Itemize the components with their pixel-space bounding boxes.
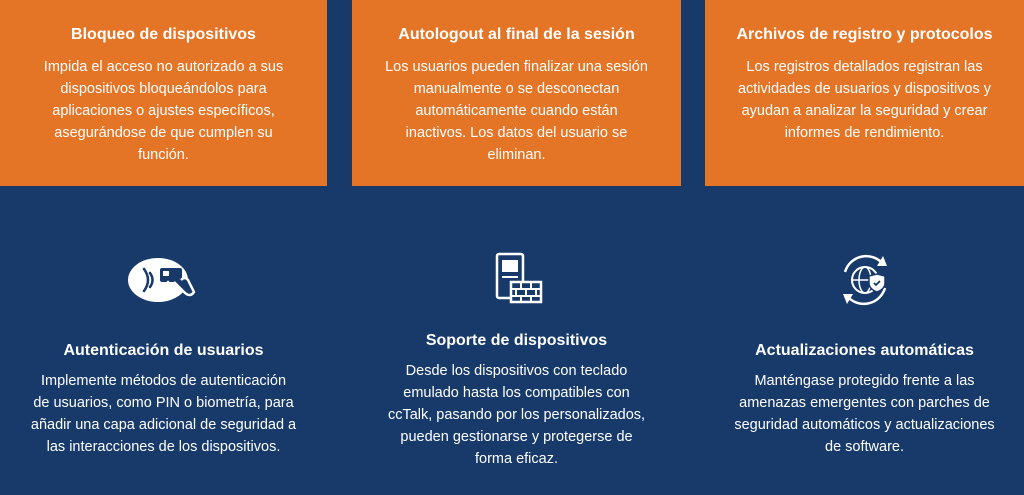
card-title: Bloqueo de dispositivos [71,26,256,43]
device-wall-icon [352,252,681,308]
globe-shield-update-icon [705,252,1024,308]
feature-card-logs [705,0,1024,186]
card-description: Los usuarios pueden finalizar una sesión manualmente o se desconectan automáticamente cuando están inactivos. Los datos del usuario se eliminan. [385,59,648,163]
card-title: Autologout al final de la sesión [398,26,635,43]
feature-device-support [352,252,681,470]
card-description: Impida el acceso no autorizado a sus dispositivos bloqueándolos para aplicaciones o ajustes específicos, asegurándose de que cumplen su función. [43,59,284,163]
feature-title: Soporte de dispositivos [425,332,608,349]
feature-user-authentication [0,252,327,458]
card-description: Los registros detallados registran las actividades de usuarios y dispositivos y ayudan a analizar la seguridad y crear informes de rendimiento. [737,59,992,141]
feature-title: Autenticación de usuarios [63,342,264,359]
feature-card-autologout [352,0,681,186]
card-title: Archivos de registro y protocolos [736,26,993,43]
feature-description: Implemente métodos de autenticación de usuarios, como PIN o biometría, para añadir una capa adicional de seguridad a las interacciones de los dispositivos. [30,373,297,455]
contactless-card-hand-icon [0,252,327,308]
feature-description: Desde los dispositivos con teclado emulado hasta los compatibles con ccTalk, pasando por los personalizados, pueden gestionarse y protegerse de forma eficaz. [387,363,646,467]
feature-automatic-updates [705,252,1024,458]
feature-description: Manténgase protegido frente a las amenazas emergentes con parches de seguridad automáticos y actualizaciones de software. [734,373,995,455]
feature-card-device-lock [0,0,327,186]
feature-title: Actualizaciones automáticas [755,342,974,359]
